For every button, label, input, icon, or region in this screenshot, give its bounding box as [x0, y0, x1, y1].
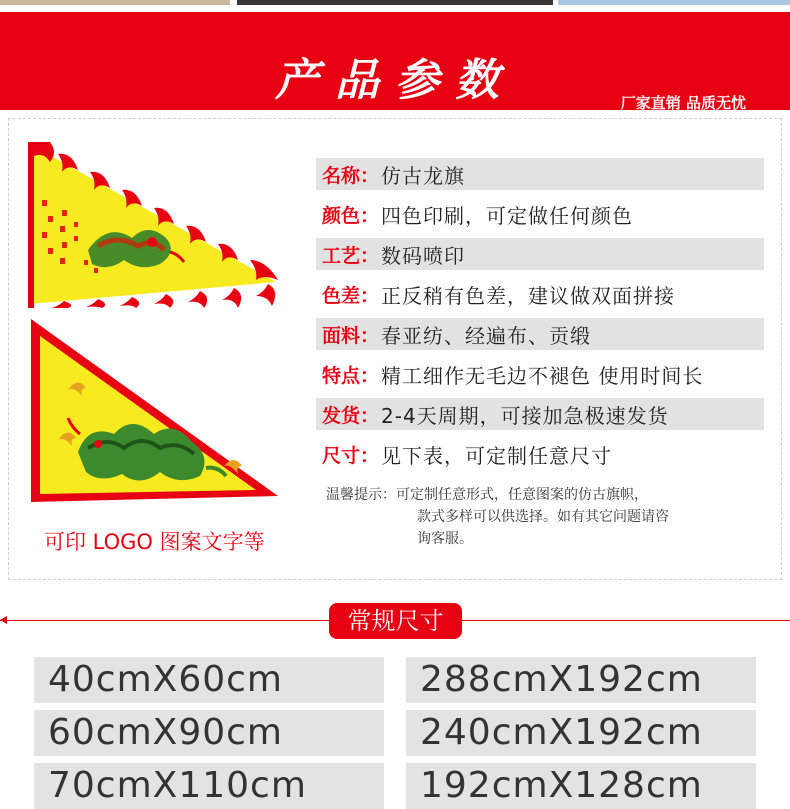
- spec-row-color: [316, 198, 764, 230]
- spec-row-features: [316, 358, 764, 390]
- spec-label: 尺寸：: [322, 444, 380, 467]
- size-cell: 288cmX192cm: [406, 657, 756, 703]
- banner-slogan: 厂家直销 品质无忧: [620, 94, 746, 112]
- previous-image-1: [0, 0, 230, 5]
- tip-line: 款式多样可以供选择。如有其它问题请咨: [417, 509, 669, 525]
- spec-value: 正反稍有色差，建议做双面拼接: [381, 283, 676, 308]
- spec-row-fabric: [316, 318, 764, 350]
- dragon-flag-flame-border-icon: [28, 142, 280, 308]
- previous-section-strip: [0, 0, 790, 10]
- size-cell: 70cmX110cm: [34, 763, 384, 809]
- spec-row-process: [316, 238, 764, 270]
- spec-label: 名称：: [322, 164, 380, 187]
- spec-label: 面料：: [322, 324, 380, 347]
- spec-value: 精工细作无毛边不褪色 使用时间长: [381, 363, 704, 388]
- logo-print-caption: 可印 LOGO 图案文字等: [44, 530, 265, 554]
- spec-value: 2-4天周期，可接加急极速发货: [381, 403, 669, 428]
- spec-row-size: [316, 438, 764, 470]
- spec-value: 四色印刷，可定做任何颜色: [381, 203, 634, 228]
- header-banner: [0, 12, 790, 110]
- spec-row-shipping: [316, 398, 764, 430]
- size-cell: 240cmX192cm: [406, 710, 756, 756]
- page-title: 产品参数: [275, 55, 515, 106]
- spec-value: 春亚纺、经遍布、贡缎: [381, 323, 592, 348]
- spec-label: 工艺：: [322, 244, 380, 267]
- spec-label: 发货：: [322, 404, 380, 427]
- dragon-flag-red-border-icon: [28, 316, 282, 506]
- spec-value: 仿古龙旗: [381, 163, 466, 188]
- tip-line: 温馨提示：可定制任意形式，任意图案的仿古旗帜，: [326, 487, 648, 503]
- size-cell: 60cmX90cm: [34, 710, 384, 756]
- spec-value: 见下表，可定制任意尺寸: [381, 443, 613, 468]
- spec-label: 颜色：: [322, 204, 380, 227]
- size-cell: 192cmX128cm: [406, 763, 756, 809]
- size-cell: 40cmX60cm: [34, 657, 384, 703]
- spec-value: 数码喷印: [381, 243, 466, 268]
- warm-tip: [326, 484, 766, 550]
- tip-line: 询客服。: [417, 531, 473, 547]
- previous-image-2: [237, 0, 553, 5]
- previous-image-3: [558, 0, 790, 5]
- spec-row-name: [316, 158, 764, 190]
- spec-label: 色差：: [322, 284, 380, 307]
- spec-label: 特点：: [322, 364, 380, 387]
- spec-row-color-diff: [316, 278, 764, 310]
- sizes-section-title: 常规尺寸: [329, 603, 462, 639]
